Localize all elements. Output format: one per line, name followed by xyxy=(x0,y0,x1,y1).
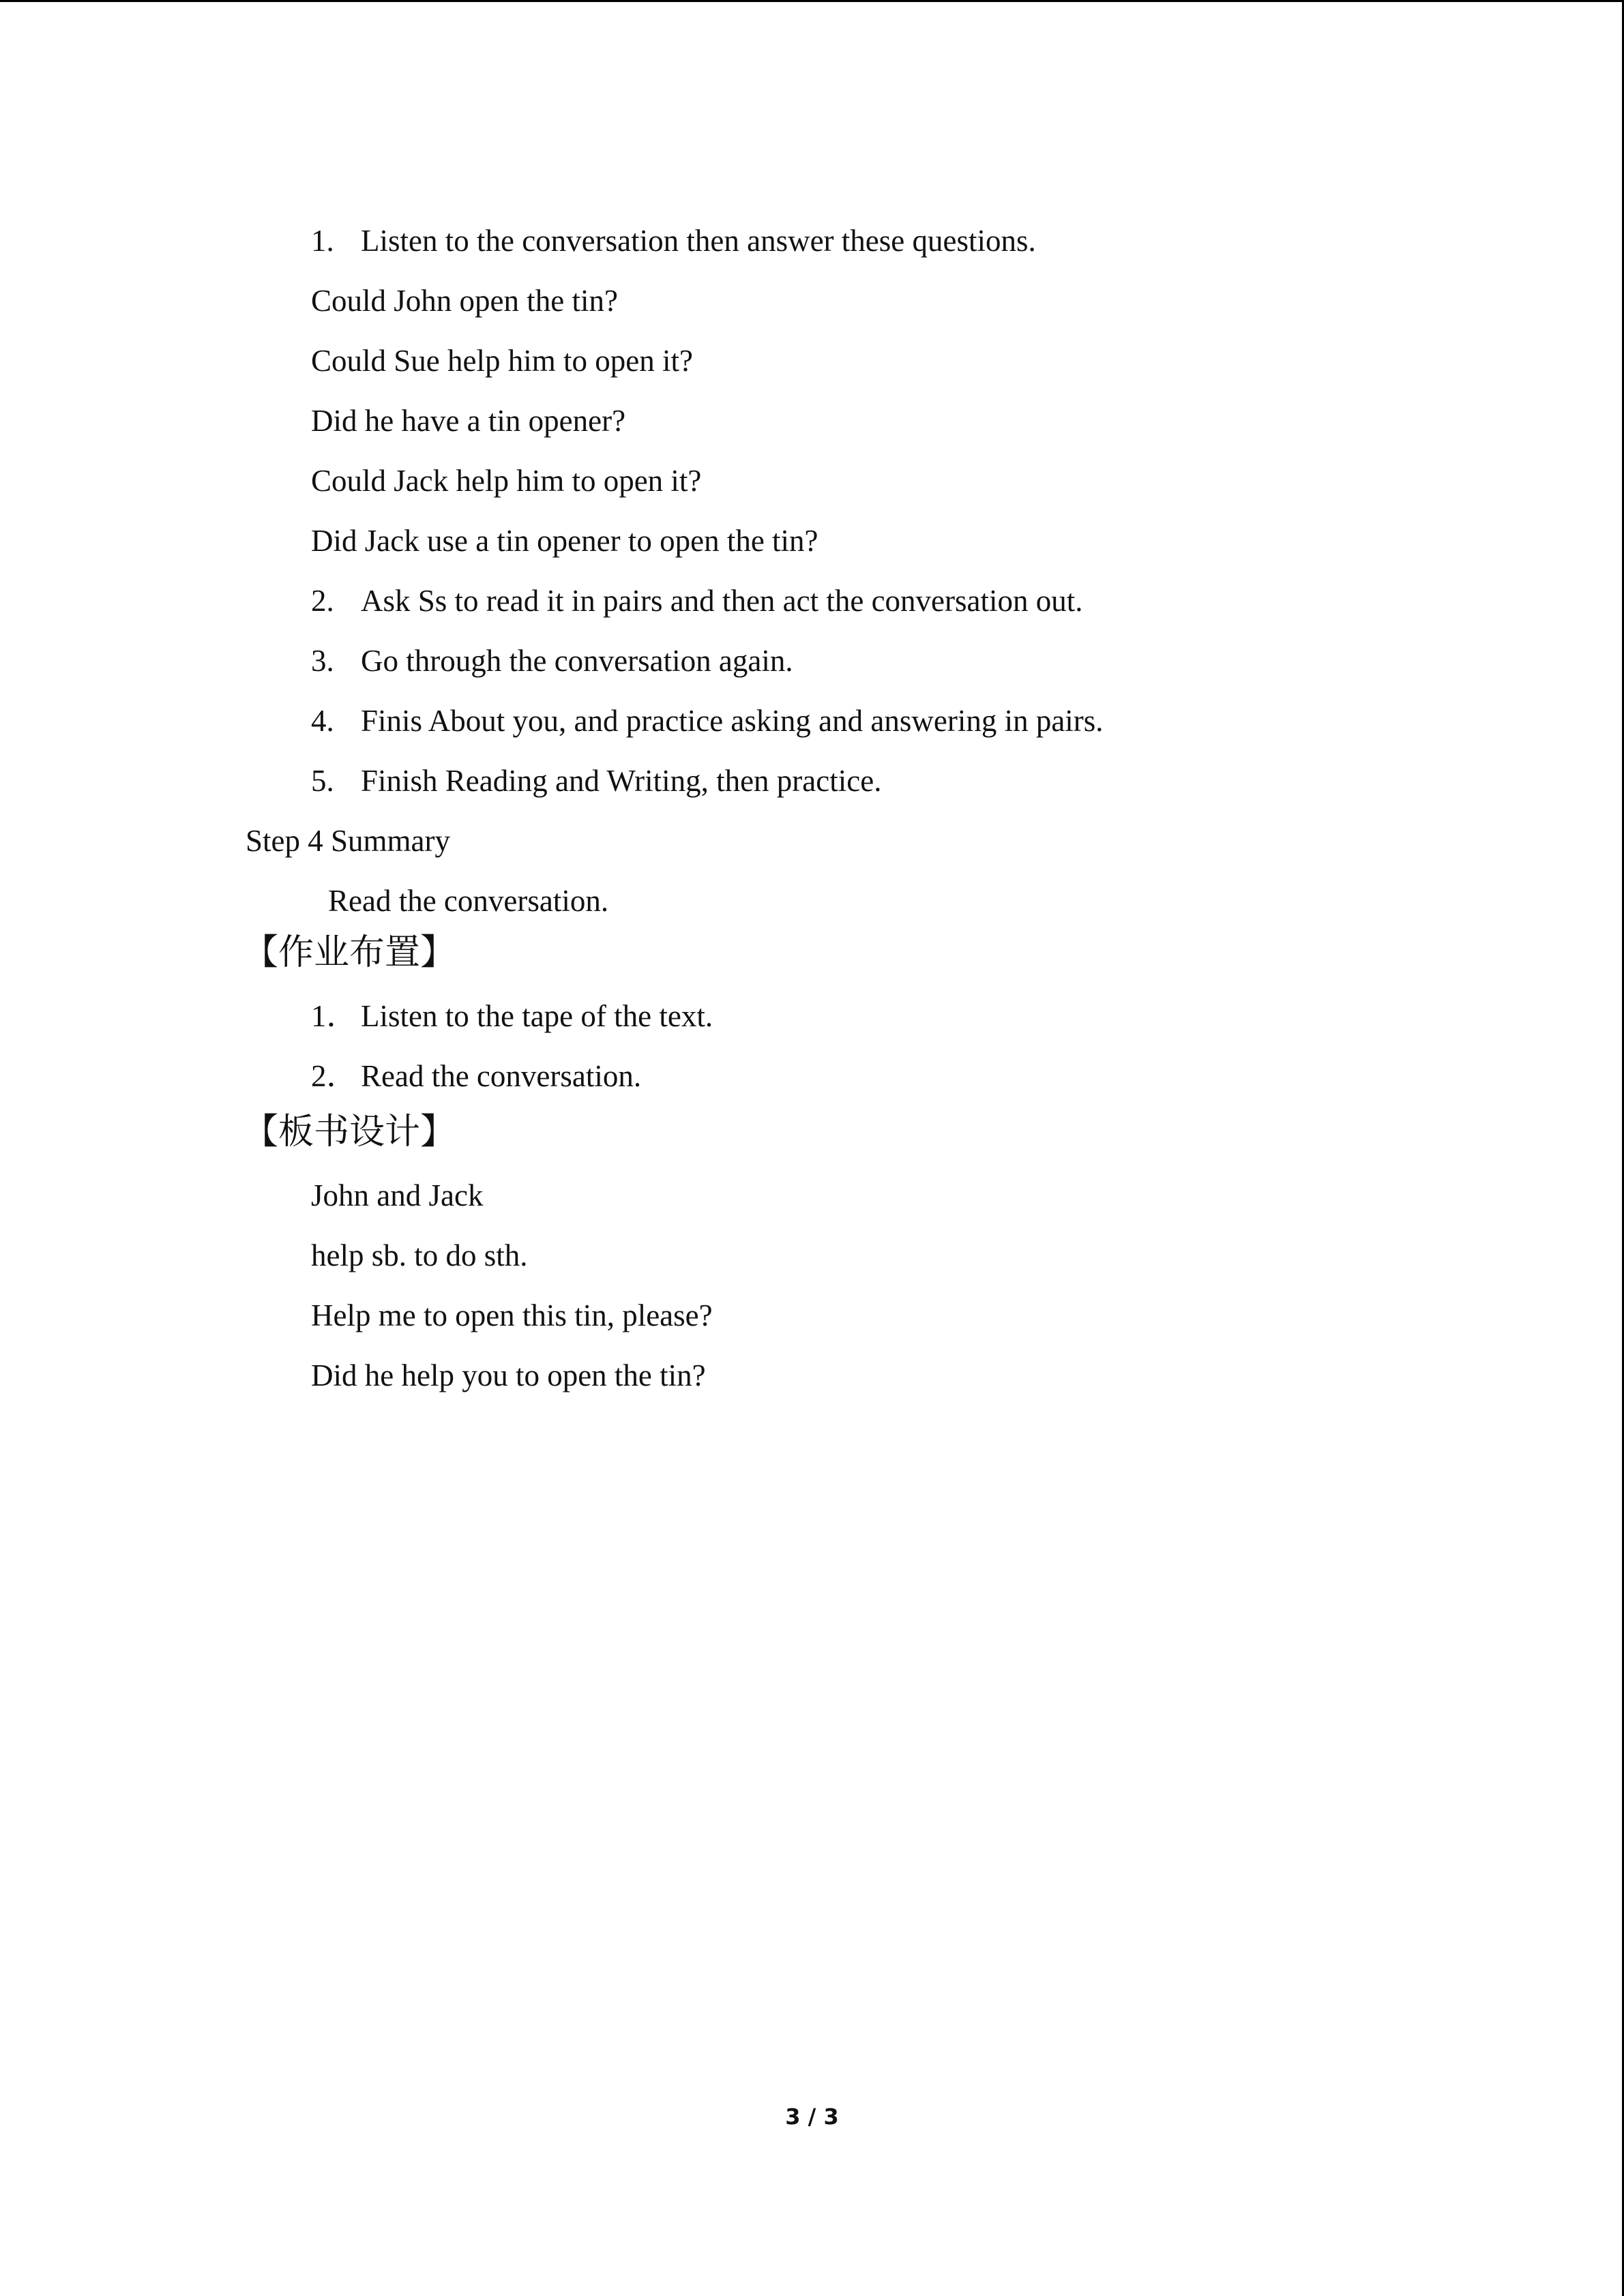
list-number: 2． xyxy=(311,1059,357,1093)
board-line: Did he help you to open the tin? xyxy=(311,1358,706,1392)
step-title: Step 4 Summary xyxy=(246,824,450,858)
board-line: John and Jack xyxy=(311,1178,484,1212)
list-item xyxy=(311,702,1104,740)
step-text: Read the conversation. xyxy=(328,884,609,918)
page-number: 3 / 3 xyxy=(785,2104,839,2130)
question-line: Could John open the tin? xyxy=(311,284,618,318)
list-text: Go through the conversation again. xyxy=(361,644,793,678)
list-text: Listen to the tape of the text. xyxy=(361,999,713,1033)
list-text: Ask Ss to read it in pairs and then act the conversation out. xyxy=(361,584,1083,618)
list-text: Finish Reading and Writing, then practice. xyxy=(361,764,882,798)
homework-heading: 【作业布置】 xyxy=(243,932,456,973)
question-line: Could Jack help him to open it? xyxy=(311,464,702,498)
list-number: 2. xyxy=(311,584,334,618)
board-line: Help me to open this tin, please? xyxy=(311,1298,713,1332)
list-text: Listen to the conversation then answer these questions. xyxy=(361,224,1036,258)
list-number: 1． xyxy=(311,999,357,1033)
list-number: 3. xyxy=(311,644,334,678)
list-number: 5. xyxy=(311,764,334,798)
question-line: Could Sue help him to open it? xyxy=(311,344,693,378)
list-text: Read the conversation. xyxy=(361,1059,642,1093)
list-item xyxy=(311,222,1036,260)
question-line: Did he have a tin opener? xyxy=(311,404,626,438)
list-number: 4. xyxy=(311,704,334,738)
board-heading: 【板书设计】 xyxy=(243,1112,456,1152)
homework-item xyxy=(311,1057,641,1095)
list-item xyxy=(311,762,881,800)
homework-item xyxy=(311,997,713,1035)
question-line: Did Jack use a tin opener to open the tin? xyxy=(311,524,818,558)
list-item xyxy=(311,642,793,680)
list-item xyxy=(311,582,1083,620)
list-number: 1. xyxy=(311,224,334,258)
list-text: Finis About you, and practice asking and answering in pairs. xyxy=(361,704,1104,738)
board-line: help sb. to do sth. xyxy=(311,1238,528,1272)
